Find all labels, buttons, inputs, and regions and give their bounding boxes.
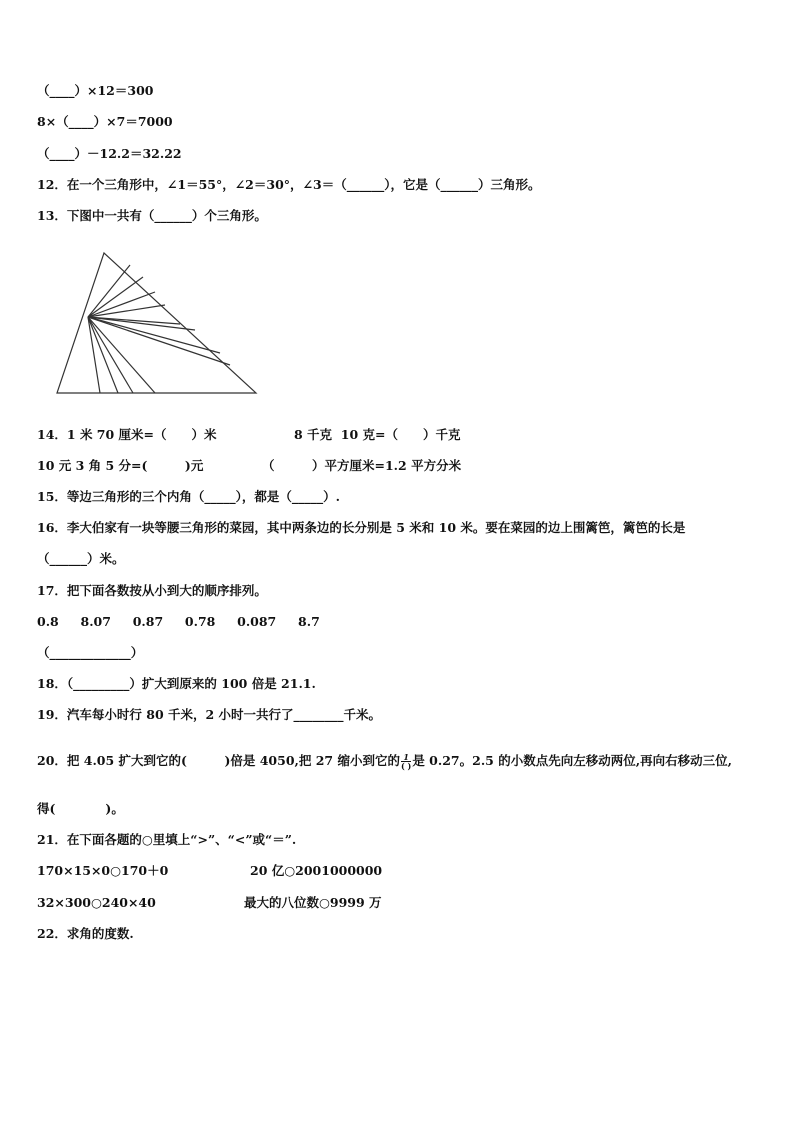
question-14-b: 8 千克 10 克=（ ）千克 [294,427,461,442]
question-21-b: 20 亿○2001000000 [250,863,383,878]
question-12: 12．在一个三角形中，∠1＝55°，∠2＝30°，∠3＝（______），它是（______）三角形。 [37,177,541,192]
question-21-a: 170×15×0○170＋0 [37,863,169,878]
question-17: 17．把下面各数按从小到大的顺序排列。 [37,583,267,598]
equation-2: 8×（____）×7＝7000 [37,114,173,129]
question-17-numbers: 0.8 8.07 0.87 0.78 0.087 8.7 [37,614,320,629]
question-19: 19．汽车每小时行 80 千米，2 小时一共行了________千米。 [37,707,382,722]
question-20-line-2: 得( )。 [37,801,124,816]
fraction-denominator: ( ) [400,761,412,771]
triangle-figure [55,250,260,396]
question-14-c: 10 元 3 角 5 分=( )元 [37,458,204,473]
fraction [401,753,411,770]
question-21: 21．在下面各题的○里填上“>”、“<”或“＝”. [37,832,297,847]
equation-3: （____）－12.2＝32.22 [37,146,182,161]
question-20-text-a: 20．把 4.05 扩大到它的( )倍是 4050,把 27 缩小到它的 [37,753,400,768]
question-15: 15．等边三角形的三个内角（_____），都是（_____）. [37,489,340,504]
question-22: 22．求角的度数. [37,926,134,941]
question-16-line-1: 16．李大伯家有一块等腰三角形的菜园，其中两条边的长分别是 5 米和 10 米。要在菜园的边上围篱笆，篱笆的长是 [37,520,686,535]
question-18: 18．（_________）扩大到原来的 100 倍是 21.1. [37,676,316,691]
equation-1: （____）×12＝300 [37,83,154,98]
question-14-d: （ ）平方厘米=1.2 平方分米 [262,458,462,473]
question-20-line-1 [37,753,732,770]
question-17-answer: （_____________） [37,645,144,660]
question-14-a: 14．1 米 70 厘米=（ ）米 [37,427,217,442]
question-13: 13．下图中一共有（______）个三角形。 [37,208,267,223]
fraction-numerator: 1 [401,753,411,762]
question-21-d: 最大的八位数○9999 万 [244,895,382,910]
question-20-text-b: 是 0.27。2.5 的小数点先向左移动两位,再向右移动三位, [412,753,732,768]
question-16-line-2: （______）米。 [37,551,125,566]
question-21-c: 32×300○240×40 [37,895,156,910]
